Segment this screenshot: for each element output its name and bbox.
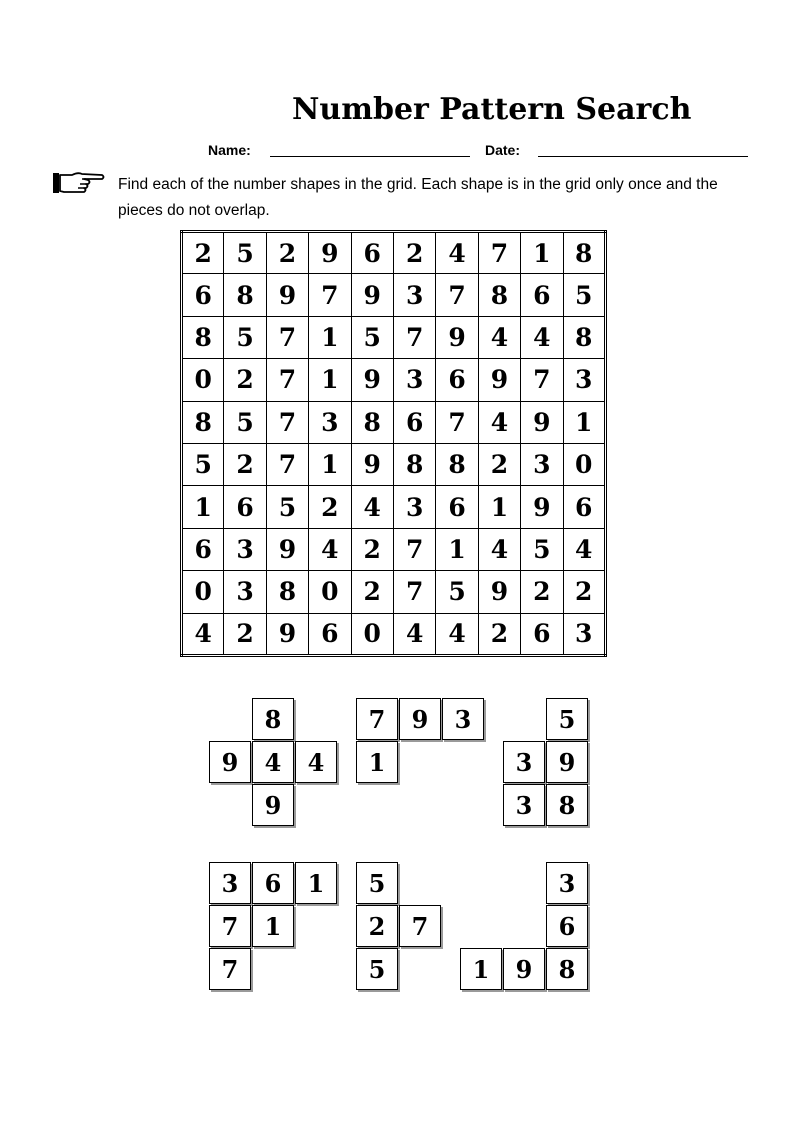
piece-cell: 6 [546, 905, 588, 947]
grid-cell: 3 [563, 613, 605, 655]
grid-cell: 6 [309, 613, 351, 655]
grid-cell: 7 [309, 274, 351, 316]
grid-row [182, 571, 606, 613]
piece-cell: 9 [209, 741, 251, 783]
grid-cell: 7 [393, 528, 435, 570]
grid-cell: 8 [436, 443, 478, 485]
grid-cell: 8 [351, 401, 393, 443]
grid-cell: 7 [266, 443, 308, 485]
grid-row [182, 359, 606, 401]
grid-cell: 9 [266, 528, 308, 570]
grid-cell: 6 [182, 528, 224, 570]
grid-cell: 4 [309, 528, 351, 570]
piece-cell: 7 [209, 948, 251, 990]
pointing-hand-icon [52, 170, 106, 198]
grid-cell: 1 [563, 401, 605, 443]
grid-cell: 2 [393, 232, 435, 274]
piece-cell: 1 [356, 741, 398, 783]
piece-cell: 8 [546, 948, 588, 990]
grid-cell: 0 [309, 571, 351, 613]
grid-cell: 0 [182, 359, 224, 401]
grid-cell: 3 [309, 401, 351, 443]
piece-cell: 8 [252, 698, 294, 740]
grid-cell: 4 [436, 232, 478, 274]
grid-cell: 6 [521, 274, 563, 316]
piece-cell: 1 [295, 862, 337, 904]
piece-cell: 6 [252, 862, 294, 904]
grid-row [182, 274, 606, 316]
grid-cell: 4 [478, 401, 520, 443]
grid-row [182, 528, 606, 570]
grid-cell: 7 [266, 316, 308, 358]
grid-cell: 2 [224, 443, 266, 485]
piece-cell: 5 [546, 698, 588, 740]
piece-cell: 3 [546, 862, 588, 904]
piece-cell: 7 [399, 905, 441, 947]
grid-cell: 8 [266, 571, 308, 613]
grid-cell: 6 [436, 486, 478, 528]
grid-cell: 8 [478, 274, 520, 316]
piece-cell: 5 [356, 862, 398, 904]
number-grid [180, 230, 607, 657]
name-label: Name: [208, 142, 251, 158]
grid-cell: 5 [351, 316, 393, 358]
grid-cell: 8 [182, 316, 224, 358]
grid-cell: 8 [563, 316, 605, 358]
grid-cell: 3 [393, 359, 435, 401]
grid-cell: 6 [521, 613, 563, 655]
grid-row [182, 401, 606, 443]
piece-cell: 1 [252, 905, 294, 947]
grid-cell: 7 [521, 359, 563, 401]
grid-cell: 2 [182, 232, 224, 274]
grid-cell: 2 [224, 613, 266, 655]
grid-cell: 4 [478, 316, 520, 358]
grid-cell: 9 [478, 359, 520, 401]
piece-cell: 7 [356, 698, 398, 740]
grid-cell: 1 [309, 443, 351, 485]
piece-cell: 3 [503, 784, 545, 826]
grid-cell: 2 [521, 571, 563, 613]
grid-cell: 7 [266, 359, 308, 401]
grid-cell: 3 [563, 359, 605, 401]
grid-cell: 4 [563, 528, 605, 570]
piece-cell: 2 [356, 905, 398, 947]
piece-cell: 8 [546, 784, 588, 826]
grid-cell: 9 [351, 274, 393, 316]
piece-cell: 5 [356, 948, 398, 990]
grid-cell: 9 [478, 571, 520, 613]
grid-cell: 2 [351, 571, 393, 613]
grid-cell: 1 [309, 359, 351, 401]
grid-cell: 7 [478, 232, 520, 274]
grid-cell: 2 [563, 571, 605, 613]
grid-cell: 7 [436, 401, 478, 443]
grid-cell: 7 [393, 316, 435, 358]
grid-cell: 4 [182, 613, 224, 655]
grid-cell: 6 [563, 486, 605, 528]
grid-cell: 6 [182, 274, 224, 316]
piece-cell: 3 [209, 862, 251, 904]
piece-cell: 7 [209, 905, 251, 947]
grid-cell: 3 [224, 571, 266, 613]
grid-cell: 2 [309, 486, 351, 528]
piece-cell: 9 [546, 741, 588, 783]
grid-cell: 2 [266, 232, 308, 274]
grid-cell: 5 [224, 316, 266, 358]
grid-cell: 4 [478, 528, 520, 570]
grid-cell: 8 [182, 401, 224, 443]
date-field[interactable] [538, 156, 748, 157]
grid-cell: 0 [563, 443, 605, 485]
name-field[interactable] [270, 156, 470, 157]
grid-cell: 9 [266, 613, 308, 655]
grid-cell: 5 [224, 232, 266, 274]
grid-cell: 6 [393, 401, 435, 443]
grid-cell: 9 [521, 401, 563, 443]
grid-cell: 1 [436, 528, 478, 570]
piece-cell: 9 [399, 698, 441, 740]
piece-cell: 4 [252, 741, 294, 783]
instructions-text: Find each of the number shapes in the grid. Each shape is in the grid only once and the pieces do not overlap. [118, 176, 718, 219]
grid-cell: 4 [521, 316, 563, 358]
grid-cell: 8 [224, 274, 266, 316]
grid-cell: 9 [436, 316, 478, 358]
grid-cell: 5 [224, 401, 266, 443]
grid-row [182, 486, 606, 528]
grid-cell: 2 [224, 359, 266, 401]
grid-cell: 2 [478, 613, 520, 655]
grid-cell: 2 [478, 443, 520, 485]
grid-cell: 1 [182, 486, 224, 528]
date-label: Date: [485, 142, 521, 158]
grid-cell: 4 [436, 613, 478, 655]
piece-cell: 1 [460, 948, 502, 990]
grid-cell: 5 [436, 571, 478, 613]
grid-cell: 0 [182, 571, 224, 613]
grid-cell: 5 [521, 528, 563, 570]
page-title: Number Pattern Search [292, 92, 692, 127]
piece-cell: 9 [252, 784, 294, 826]
grid-cell: 9 [266, 274, 308, 316]
grid-cell: 3 [393, 486, 435, 528]
grid-cell: 0 [351, 613, 393, 655]
grid-row [182, 613, 606, 655]
grid-cell: 3 [224, 528, 266, 570]
piece-cell: 3 [442, 698, 484, 740]
grid-cell: 9 [351, 443, 393, 485]
grid-cell: 3 [393, 274, 435, 316]
piece-cell: 4 [295, 741, 337, 783]
grid-cell: 5 [182, 443, 224, 485]
grid-cell: 7 [436, 274, 478, 316]
grid-cell: 5 [266, 486, 308, 528]
grid-cell: 2 [351, 528, 393, 570]
grid-cell: 9 [351, 359, 393, 401]
grid-cell: 3 [521, 443, 563, 485]
grid-cell: 1 [478, 486, 520, 528]
grid-cell: 7 [393, 571, 435, 613]
grid-cell: 4 [393, 613, 435, 655]
piece-cell: 9 [503, 948, 545, 990]
grid-cell: 1 [309, 316, 351, 358]
grid-cell: 6 [351, 232, 393, 274]
grid-row [182, 232, 606, 274]
grid-row [182, 443, 606, 485]
grid-cell: 9 [309, 232, 351, 274]
grid-cell: 8 [563, 232, 605, 274]
grid-cell: 6 [436, 359, 478, 401]
grid-cell: 6 [224, 486, 266, 528]
grid-cell: 7 [266, 401, 308, 443]
grid-cell: 9 [521, 486, 563, 528]
grid-cell: 4 [351, 486, 393, 528]
grid-row [182, 316, 606, 358]
grid-cell: 8 [393, 443, 435, 485]
grid-cell: 1 [521, 232, 563, 274]
grid-cell: 5 [563, 274, 605, 316]
piece-cell: 3 [503, 741, 545, 783]
